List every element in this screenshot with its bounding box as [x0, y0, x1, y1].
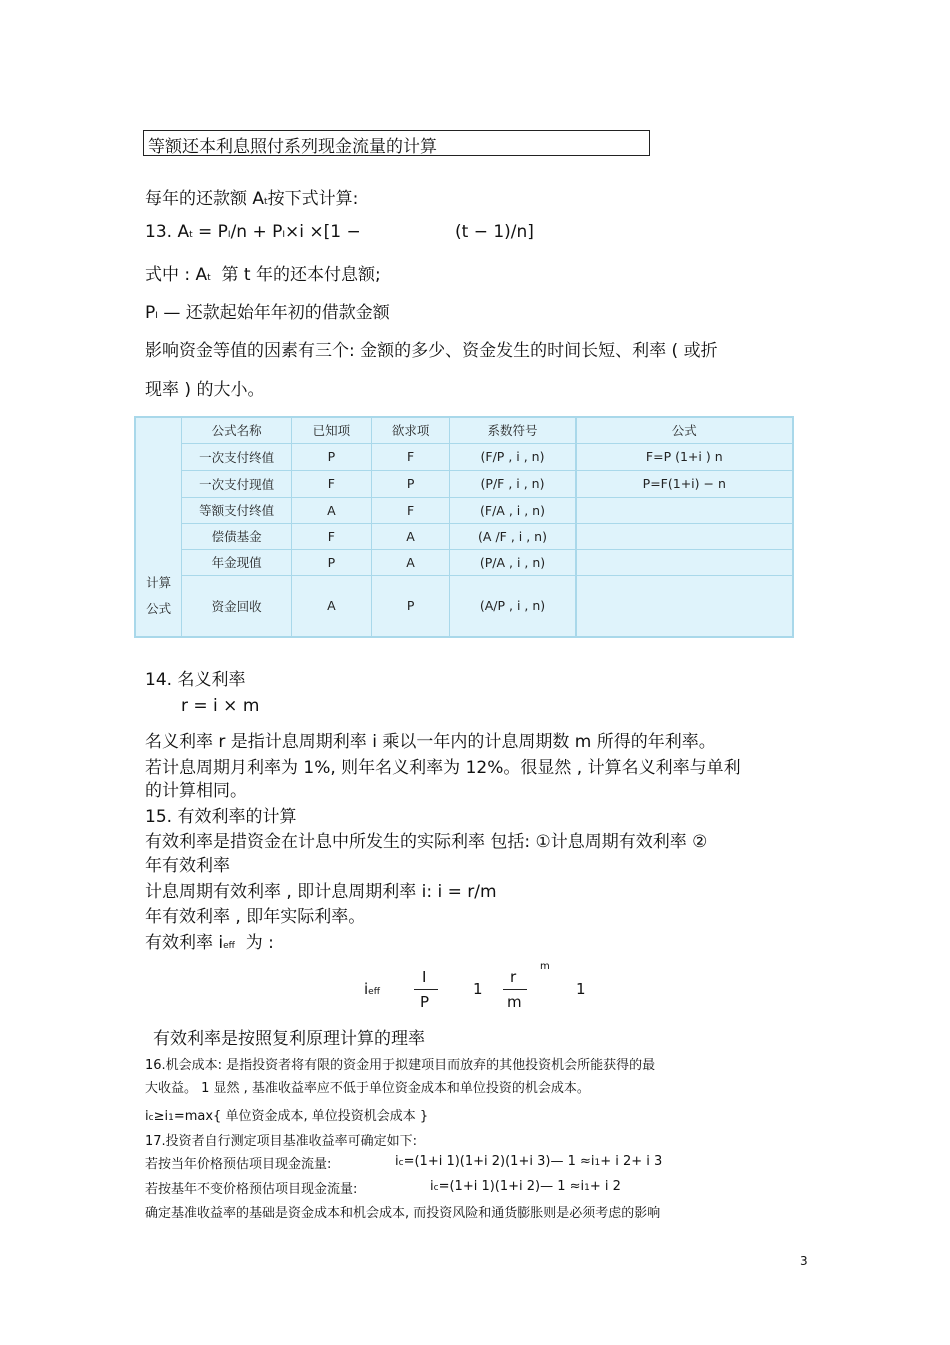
eq-one2: 1: [576, 980, 586, 998]
page-number: 3: [800, 1254, 808, 1268]
table-cell: A: [291, 497, 371, 523]
table-header: 欲求项: [371, 417, 450, 443]
table-cell: 资金回收: [182, 575, 292, 637]
section-15-title: 15. 有效利率的计算: [145, 807, 297, 827]
section-14-title: 14. 名义利率: [145, 670, 246, 690]
section-16-p1: 16.机会成本: 是指投资者将有限的资金用于拟建项目而放弃的其他投资机会所能获得的最: [145, 1058, 656, 1073]
section-17-p1: 17.投资者自行测定项目基准收益率可确定如下:: [145, 1134, 418, 1149]
section-17-f2: ic=(1+i 1)(1+i 2)— 1 ≈i1+ i 2: [430, 1179, 621, 1194]
table-cell: P: [371, 575, 450, 637]
side-label-1: 计算: [146, 575, 172, 590]
table-cell: F: [291, 523, 371, 549]
section-15-p5: 有效利率 ieff 为 :: [145, 933, 274, 953]
table-row: [135, 470, 793, 497]
formula-13-tail: (t − 1)/n]: [455, 222, 534, 242]
table-row: [135, 549, 793, 575]
table-cell: F: [371, 497, 450, 523]
table-cell: A: [371, 549, 450, 575]
pi-line: PI — 还款起始年年初的借款金额: [145, 303, 390, 323]
section-15-p4: 年有效利率 , 即年实际利率。: [145, 907, 366, 927]
section-15-p1: 有效利率是措资金在计息中所发生的实际利率 包括: ①计息周期有效利率 ②: [145, 832, 708, 852]
table-cell: (A/P , i , n): [450, 575, 576, 637]
table-cell: P=F(1+i) − n: [576, 470, 793, 497]
formula-13: 13. At = PI/n + PI×i ×[1 −: [145, 222, 361, 242]
table-cell: P: [371, 470, 450, 497]
eq-num1: I: [422, 968, 427, 986]
table-header: 已知项: [291, 417, 371, 443]
table-cell: F: [291, 470, 371, 497]
table-cell: 一次支付现值: [182, 470, 292, 497]
eq-den1: P: [420, 993, 430, 1011]
side-label: [135, 417, 182, 637]
table-cell: (F/P , i , n): [450, 443, 576, 470]
section-15-p3: 计息周期有效利率 , 即计息周期利率 i: i = r/m: [145, 882, 497, 902]
section-title: 等额还本利息照付系列现金流量的计算: [143, 130, 650, 156]
table-cell: P: [291, 549, 371, 575]
section-17-f1: ic=(1+i 1)(1+i 2)(1+i 3)— 1 ≈i1+ i 2+ i 3: [395, 1154, 663, 1169]
formula-table: [134, 416, 794, 638]
table-row: [135, 523, 793, 549]
section-15-p2: 年有效利率: [145, 856, 230, 876]
eq-exp: m: [540, 961, 550, 972]
table-cell: A: [371, 523, 450, 549]
section-17-p4: 确定基准收益率的基础是资金成本和机会成本, 而投资风险和通货膨胀则是必须考虑的影响: [145, 1206, 661, 1221]
table-cell: [576, 575, 793, 637]
eq-i: ieff: [364, 980, 380, 998]
annual-payment-line: 每年的还款额 At按下式计算:: [145, 189, 359, 209]
side-label-2: 公式: [146, 601, 172, 616]
table-cell: P: [291, 443, 371, 470]
fraction-line: [414, 989, 438, 990]
eq-den2: m: [507, 993, 522, 1011]
factors-line-1: 影响资金等值的因素有三个: 金额的多少、资金发生的时间长短、利率 ( 或折: [145, 341, 718, 361]
section-14-p3: 的计算相同。: [145, 781, 247, 801]
eq-one1: 1: [473, 980, 483, 998]
table-cell: F=P (1+i ) n: [576, 443, 793, 470]
section-15-note: 有效利率是按照复利原理计算的理率: [153, 1029, 425, 1049]
table-cell: [576, 523, 793, 549]
table-cell: 一次支付终值: [182, 443, 292, 470]
table-cell: (P/F , i , n): [450, 470, 576, 497]
section-16-p3: ic≥i1=max{ 单位资金成本, 单位投资机会成本 }: [145, 1109, 429, 1124]
table-cell: [576, 549, 793, 575]
eq-num2: r: [510, 968, 517, 986]
table-cell: (P/A , i , n): [450, 549, 576, 575]
table-header: 公式名称: [182, 417, 292, 443]
section-14-p2: 若计息周期月利率为 1%, 则年名义利率为 12%。很显然 , 计算名义利率与单利: [145, 758, 741, 778]
table-cell: 等额支付终值: [182, 497, 292, 523]
table-header: 公式: [576, 417, 793, 443]
where-line: 式中 : At 第 t 年的还本付息额;: [145, 265, 381, 285]
table-cell: [576, 497, 793, 523]
section-16-p2: 大收益。 1 显然 , 基准收益率应不低于单位资金成本和单位投资的机会成本。: [145, 1081, 590, 1096]
table-cell: F: [371, 443, 450, 470]
table-cell: (A /F , i , n): [450, 523, 576, 549]
table-cell: 年金现值: [182, 549, 292, 575]
section-14-p1: 名义利率 r 是指计息周期利率 i 乘以一年内的计息周期数 m 所得的年利率。: [145, 732, 716, 752]
table-row: [135, 443, 793, 470]
fraction-line: [503, 989, 527, 990]
table-row: [135, 575, 793, 637]
table-cell: A: [291, 575, 371, 637]
table-cell: (F/A , i , n): [450, 497, 576, 523]
table-header: 系数符号: [450, 417, 576, 443]
factors-line-2: 现率 ) 的大小。: [145, 380, 265, 400]
section-14-formula: r = i × m: [181, 696, 260, 716]
table-cell: 偿债基金: [182, 523, 292, 549]
table-row: [135, 497, 793, 523]
section-17-p2: 若按当年价格预估项目现金流量:: [145, 1157, 332, 1172]
section-17-p3: 若按基年不变价格预估项目现金流量:: [145, 1182, 358, 1197]
